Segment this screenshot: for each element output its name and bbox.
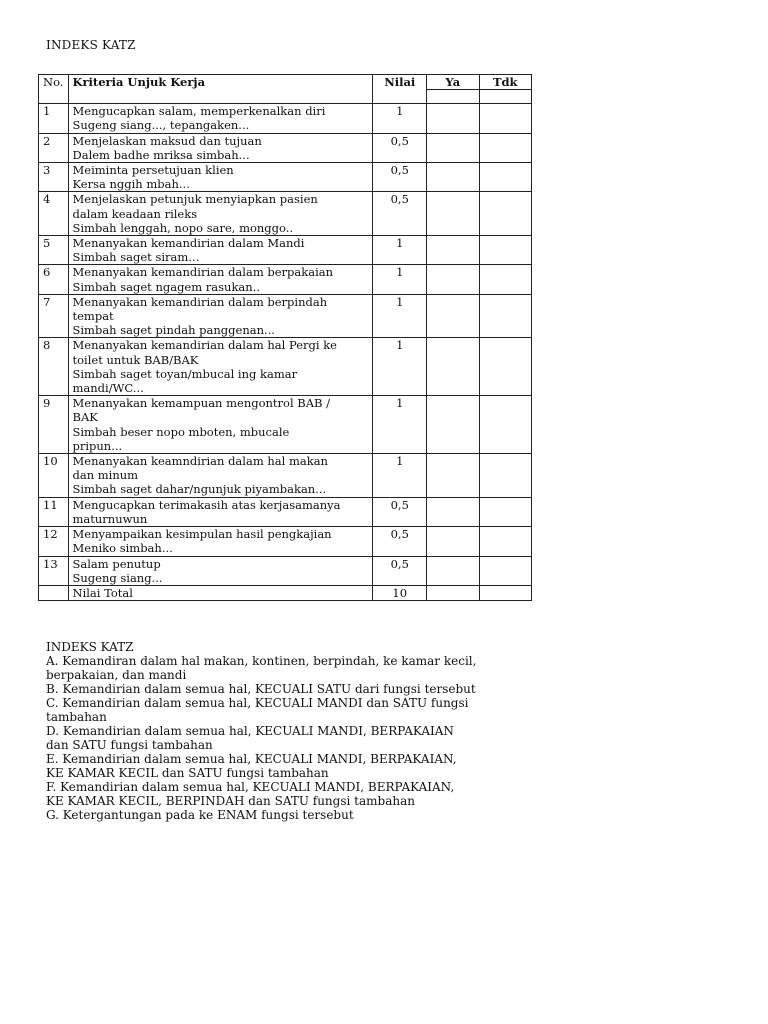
criteria-line: mandi/WC... <box>72 381 144 396</box>
row-criteria <box>68 163 373 192</box>
legend-line: C. Kemandirian dalam semua hal, KECUALI MANDI dan SATU fungsi <box>46 696 469 710</box>
row-value: 1 <box>373 236 427 265</box>
criteria-line: Menanyakan kemandirian dalam hal Pergi ke <box>72 338 337 353</box>
criteria-line: Simbah saget dahar/ngunjuk piyambakan... <box>72 482 327 497</box>
criteria-line: Menanyakan keamndirian dalam hal makan <box>72 454 328 469</box>
row-yes-cell[interactable] <box>427 104 479 133</box>
row-criteria <box>68 556 373 585</box>
row-yes-cell[interactable] <box>427 163 479 192</box>
row-value: 0,5 <box>373 133 427 162</box>
row-number: 13 <box>39 556 69 585</box>
row-criteria <box>68 338 373 396</box>
legend-title: INDEKS KATZ <box>46 640 134 654</box>
table-row <box>39 265 532 294</box>
legend-lines <box>46 654 496 822</box>
table-row <box>39 556 532 585</box>
legend-line: B. Kemandirian dalam semua hal, KECUALI SATU dari fungsi tersebut <box>46 682 476 696</box>
legend-line: berpakaian, dan mandi <box>46 668 187 682</box>
criteria-line: Menanyakan kemandirian dalam berpakaian <box>72 265 334 280</box>
criteria-line: Simbah saget toyan/mbucal ing kamar <box>72 366 298 381</box>
row-number: 11 <box>39 497 69 526</box>
total-label: Nilai Total <box>68 585 373 600</box>
criteria-line: Sugeng siang... <box>72 570 163 585</box>
row-value: 1 <box>373 104 427 133</box>
row-number: 8 <box>39 338 69 396</box>
table-row <box>39 163 532 192</box>
criteria-line: Simbah lenggah, nopo sare, monggo.. <box>72 220 294 235</box>
table-row <box>39 396 532 454</box>
criteria-line: dalam keadaan rileks <box>72 206 198 221</box>
criteria-line: Simbah saget siram... <box>72 250 200 265</box>
legend-line: A. Kemandiran dalam hal makan, kontinen, berpindah, ke kamar kecil, <box>46 654 477 668</box>
row-tdk-cell[interactable] <box>479 338 532 396</box>
table-row <box>39 104 532 133</box>
row-criteria <box>68 133 373 162</box>
criteria-line: Salam penutup <box>72 556 161 571</box>
row-criteria <box>68 265 373 294</box>
header-criteria: Kriteria Unjuk Kerja <box>68 75 373 104</box>
criteria-line: Menanyakan kemandirian dalam Mandi <box>72 236 305 251</box>
row-value: 1 <box>373 454 427 498</box>
row-tdk-cell[interactable] <box>479 454 532 498</box>
row-number: 3 <box>39 163 69 192</box>
row-criteria <box>68 192 373 236</box>
legend-line: D. Kemandirian dalam semua hal, KECUALI MANDI, BERPAKAIAN <box>46 724 454 738</box>
row-yes-cell[interactable] <box>427 294 479 338</box>
legend-line: tambahan <box>46 710 107 724</box>
table-row <box>39 133 532 162</box>
criteria-line: Menjelaskan maksud dan tujuan <box>72 133 262 148</box>
total-yes-cell <box>427 585 479 600</box>
header-tdk: Tdk <box>479 75 532 90</box>
criteria-line: Simbah saget pindah panggenan... <box>72 323 275 338</box>
row-yes-cell[interactable] <box>427 236 479 265</box>
row-value: 1 <box>373 294 427 338</box>
row-number: 10 <box>39 454 69 498</box>
row-tdk-cell[interactable] <box>479 556 532 585</box>
row-tdk-cell[interactable] <box>479 133 532 162</box>
subheader-yes-cell <box>427 90 479 104</box>
criteria-line: maturnuwun <box>72 511 148 526</box>
row-yes-cell[interactable] <box>427 556 479 585</box>
criteria-line: toilet untuk BAB/BAK <box>72 352 199 367</box>
row-value: 0,5 <box>373 556 427 585</box>
table-row <box>39 527 532 556</box>
row-criteria <box>68 454 373 498</box>
row-yes-cell[interactable] <box>427 192 479 236</box>
criteria-line: Meiminta persetujuan klien <box>72 163 234 178</box>
row-tdk-cell[interactable] <box>479 163 532 192</box>
row-yes-cell[interactable] <box>427 497 479 526</box>
header-yes: Ya <box>427 75 479 90</box>
row-number: 9 <box>39 396 69 454</box>
row-yes-cell[interactable] <box>427 265 479 294</box>
row-value: 1 <box>373 265 427 294</box>
total-no-cell <box>39 585 69 600</box>
criteria-line: pripun... <box>72 438 123 453</box>
table-header-row <box>39 75 532 90</box>
row-tdk-cell[interactable] <box>479 497 532 526</box>
row-criteria <box>68 497 373 526</box>
row-yes-cell[interactable] <box>427 454 479 498</box>
legend-line: dan SATU fungsi tambahan <box>46 738 213 752</box>
row-number: 7 <box>39 294 69 338</box>
row-yes-cell[interactable] <box>427 133 479 162</box>
criteria-line: dan minum <box>72 468 139 483</box>
row-tdk-cell[interactable] <box>479 294 532 338</box>
row-criteria <box>68 396 373 454</box>
row-number: 12 <box>39 527 69 556</box>
row-tdk-cell[interactable] <box>479 192 532 236</box>
header-no: No. <box>39 75 69 104</box>
row-tdk-cell[interactable] <box>479 527 532 556</box>
katz-table <box>38 74 532 601</box>
criteria-line: Menyampaikan kesimpulan hasil pengkajian <box>72 527 332 542</box>
row-criteria <box>68 527 373 556</box>
row-number: 4 <box>39 192 69 236</box>
row-criteria <box>68 294 373 338</box>
criteria-line: Simbah beser nopo mboten, mbucale <box>72 424 290 439</box>
criteria-line: Sugeng siang..., tepangaken... <box>72 118 250 133</box>
legend-line: KE KAMAR KECIL, BERPINDAH dan SATU fungsi tambahan <box>46 794 415 808</box>
table-row <box>39 236 532 265</box>
row-value: 1 <box>373 396 427 454</box>
table-row <box>39 454 532 498</box>
row-number: 6 <box>39 265 69 294</box>
criteria-line: Menanyakan kemampuan mengontrol BAB / <box>72 396 331 411</box>
row-value: 0,5 <box>373 192 427 236</box>
row-number: 2 <box>39 133 69 162</box>
table-row <box>39 294 532 338</box>
katz-index-legend <box>46 640 496 822</box>
legend-line: E. Kemandirian dalam semua hal, KECUALI MANDI, BERPAKAIAN, <box>46 752 457 766</box>
row-value: 0,5 <box>373 497 427 526</box>
criteria-line: Dalem badhe mriksa simbah... <box>72 147 250 162</box>
row-yes-cell[interactable] <box>427 338 479 396</box>
criteria-line: tempat <box>72 309 114 324</box>
row-yes-cell[interactable] <box>427 396 479 454</box>
row-tdk-cell[interactable] <box>479 104 532 133</box>
legend-line: F. Kemandirian dalam semua hal, KECUALI MANDI, BERPAKAIAN, <box>46 780 455 794</box>
criteria-line: Menjelaskan petunjuk menyiapkan pasien <box>72 192 318 207</box>
row-value: 1 <box>373 338 427 396</box>
page-title: INDEKS KATZ <box>46 38 136 52</box>
criteria-line: Mengucapkan salam, memperkenalkan diri <box>72 104 326 119</box>
criteria-line: Meniko simbah... <box>72 541 173 556</box>
row-value: 0,5 <box>373 527 427 556</box>
row-tdk-cell[interactable] <box>479 265 532 294</box>
header-value: Nilai <box>373 75 427 104</box>
table-body <box>39 104 532 586</box>
criteria-line: Mengucapkan terimakasih atas kerjasamanya <box>72 497 341 512</box>
legend-line: G. Ketergantungan pada ke ENAM fungsi tersebut <box>46 808 354 822</box>
row-yes-cell[interactable] <box>427 527 479 556</box>
criteria-line: Simbah saget ngagem rasukan.. <box>72 279 260 294</box>
row-tdk-cell[interactable] <box>479 396 532 454</box>
total-row <box>39 585 532 600</box>
table-row <box>39 192 532 236</box>
criteria-line: BAK <box>72 410 98 425</box>
total-tdk-cell <box>479 585 532 600</box>
row-tdk-cell[interactable] <box>479 236 532 265</box>
table-row <box>39 497 532 526</box>
row-criteria <box>68 236 373 265</box>
row-value: 0,5 <box>373 163 427 192</box>
row-number: 5 <box>39 236 69 265</box>
row-number: 1 <box>39 104 69 133</box>
criteria-line: Kersa nggih mbah... <box>72 177 190 192</box>
row-criteria <box>68 104 373 133</box>
total-value: 10 <box>373 585 427 600</box>
table-row <box>39 338 532 396</box>
legend-line: KE KAMAR KECIL dan SATU fungsi tambahan <box>46 766 329 780</box>
subheader-tdk-cell <box>479 90 532 104</box>
criteria-line: Menanyakan kemandirian dalam berpindah <box>72 294 328 309</box>
